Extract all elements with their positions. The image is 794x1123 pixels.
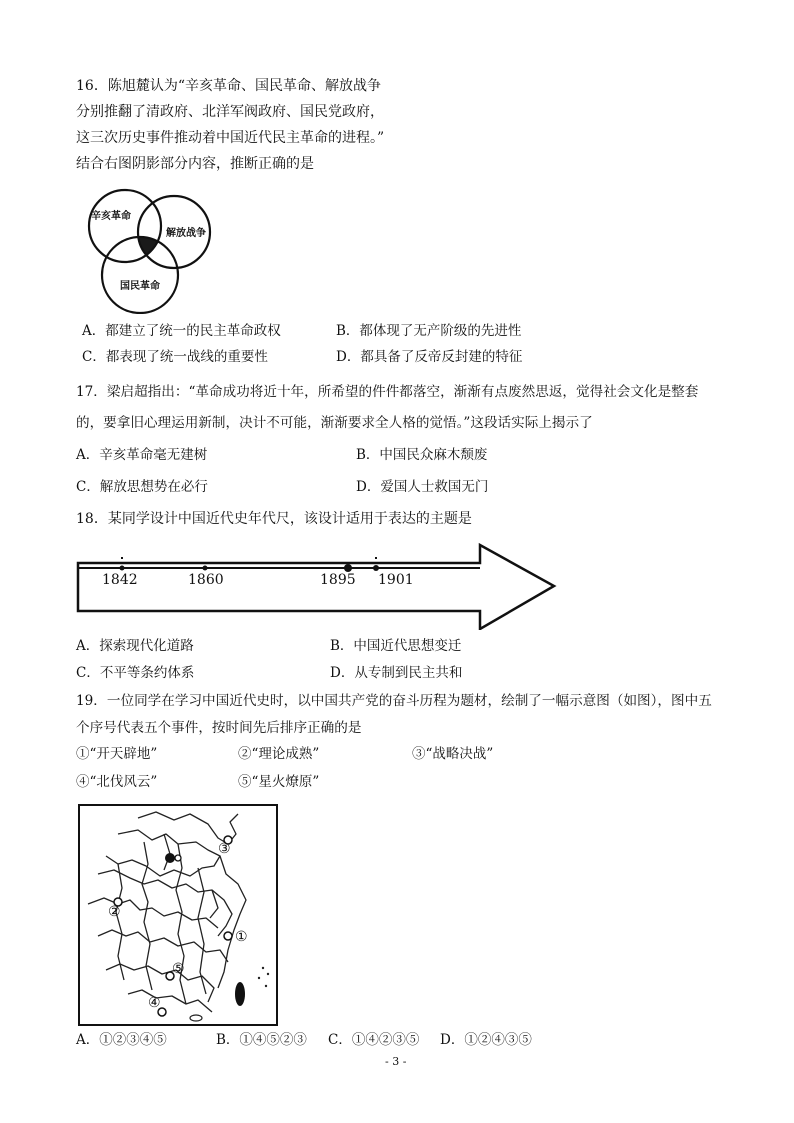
q18-option-c: C．不平等条约体系 bbox=[76, 665, 195, 681]
q19-line-2: 个序号代表五个事件，按时间先后排序正确的是 bbox=[76, 720, 362, 736]
svg-text:③: ③ bbox=[218, 841, 231, 857]
q19-option-a: A．①②③④⑤ bbox=[76, 1032, 167, 1048]
q19-event-5: ⑤“星火燎原” bbox=[238, 774, 320, 790]
page-number: - 3 - bbox=[385, 1055, 407, 1068]
q17-option-a: A．辛亥革命毫无建树 bbox=[76, 447, 208, 463]
timeline-year-1895: 1895 bbox=[320, 572, 356, 588]
q17-option-d: D．爱国人士救国无门 bbox=[356, 479, 489, 495]
q16-line-3: 这三次历史事件推动着中国近代民主革命的进程。” bbox=[76, 130, 385, 146]
q17-line-1: 17．梁启超指出：“革命成功将近十年，所希望的件件都落空，渐渐有点废然思返，觉得社会文化是整套 bbox=[76, 384, 699, 400]
q19-event-2: ②“理论成熟” bbox=[238, 746, 320, 762]
timeline-year-1901: 1901 bbox=[378, 572, 414, 588]
svg-text:①: ① bbox=[235, 929, 248, 945]
timeline-arrow bbox=[78, 545, 554, 629]
timeline-ruler bbox=[70, 540, 560, 630]
q16-line-2: 分别推翻了清政府、北洋军阀政府、国民党政府， bbox=[76, 104, 384, 120]
svg-text:⑤: ⑤ bbox=[172, 961, 185, 977]
map-marker-beijing bbox=[165, 853, 181, 863]
q16-option-a: A．都建立了统一的民主革命政权 bbox=[82, 323, 281, 339]
q17-option-c: C．解放思想势在必行 bbox=[76, 479, 208, 495]
timeline-dot-1895 bbox=[344, 564, 352, 572]
venn-circle-guomin bbox=[102, 237, 178, 313]
q16-line-1: 16．陈旭麓认为“辛亥革命、国民革命、解放战争 bbox=[76, 78, 381, 94]
q17-option-b: B．中国民众麻木颓废 bbox=[356, 447, 488, 463]
timeline-dot-1842 bbox=[120, 566, 125, 571]
q19-option-d: D．①②④③⑤ bbox=[440, 1032, 532, 1048]
q16-option-c: C．都表现了统一战线的重要性 bbox=[82, 349, 268, 365]
venn-label-guomin: 国民革命 bbox=[120, 281, 160, 292]
q19-option-c: C．①④②③⑤ bbox=[328, 1032, 420, 1048]
q18-stem: 18．某同学设计中国近代史年代尺，该设计适用于表达的主题是 bbox=[76, 511, 472, 527]
q18-option-b: B．中国近代思想变迁 bbox=[330, 638, 462, 654]
svg-text:②: ② bbox=[108, 904, 121, 920]
q19-event-3: ③“战略决战” bbox=[412, 746, 494, 762]
q19-line-1: 19．一位同学在学习中国近代史时，以中国共产党的奋斗历程为题材，绘制了一幅示意图（如图），图中五 bbox=[76, 693, 712, 709]
q16-option-b: B．都体现了无产阶级的先进性 bbox=[336, 323, 522, 339]
venn-label-xinhai: 辛亥革命 bbox=[91, 211, 131, 222]
q19-option-b: B．①④⑤②③ bbox=[216, 1032, 307, 1048]
china-map-figure bbox=[78, 804, 278, 1026]
venn-circle-xinhai bbox=[89, 190, 161, 262]
venn-diagram bbox=[80, 188, 220, 314]
q19-event-1: ①“开天辟地” bbox=[76, 746, 158, 762]
q18-option-d: D．从专制到民主共和 bbox=[330, 665, 463, 681]
q17-line-2: 的，要拿旧心理运用新制，决计不可能，渐渐要求全人格的觉悟。”这段话实际上揭示了 bbox=[76, 415, 593, 431]
timeline-year-1842: 1842 bbox=[102, 572, 138, 588]
svg-text:④: ④ bbox=[148, 995, 161, 1011]
q16-option-d: D．都具备了反帝反封建的特征 bbox=[336, 349, 523, 365]
q16-line-4: 结合右图阴影部分内容，推断正确的是 bbox=[76, 156, 314, 172]
timeline-dot-1860 bbox=[203, 566, 208, 571]
q19-event-4: ④“北伐风云” bbox=[76, 774, 158, 790]
venn-label-jiefang: 解放战争 bbox=[166, 228, 206, 239]
timeline-dot-1901 bbox=[373, 565, 379, 571]
q18-option-a: A．探索现代化道路 bbox=[76, 638, 194, 654]
timeline-year-1860: 1860 bbox=[188, 572, 224, 588]
